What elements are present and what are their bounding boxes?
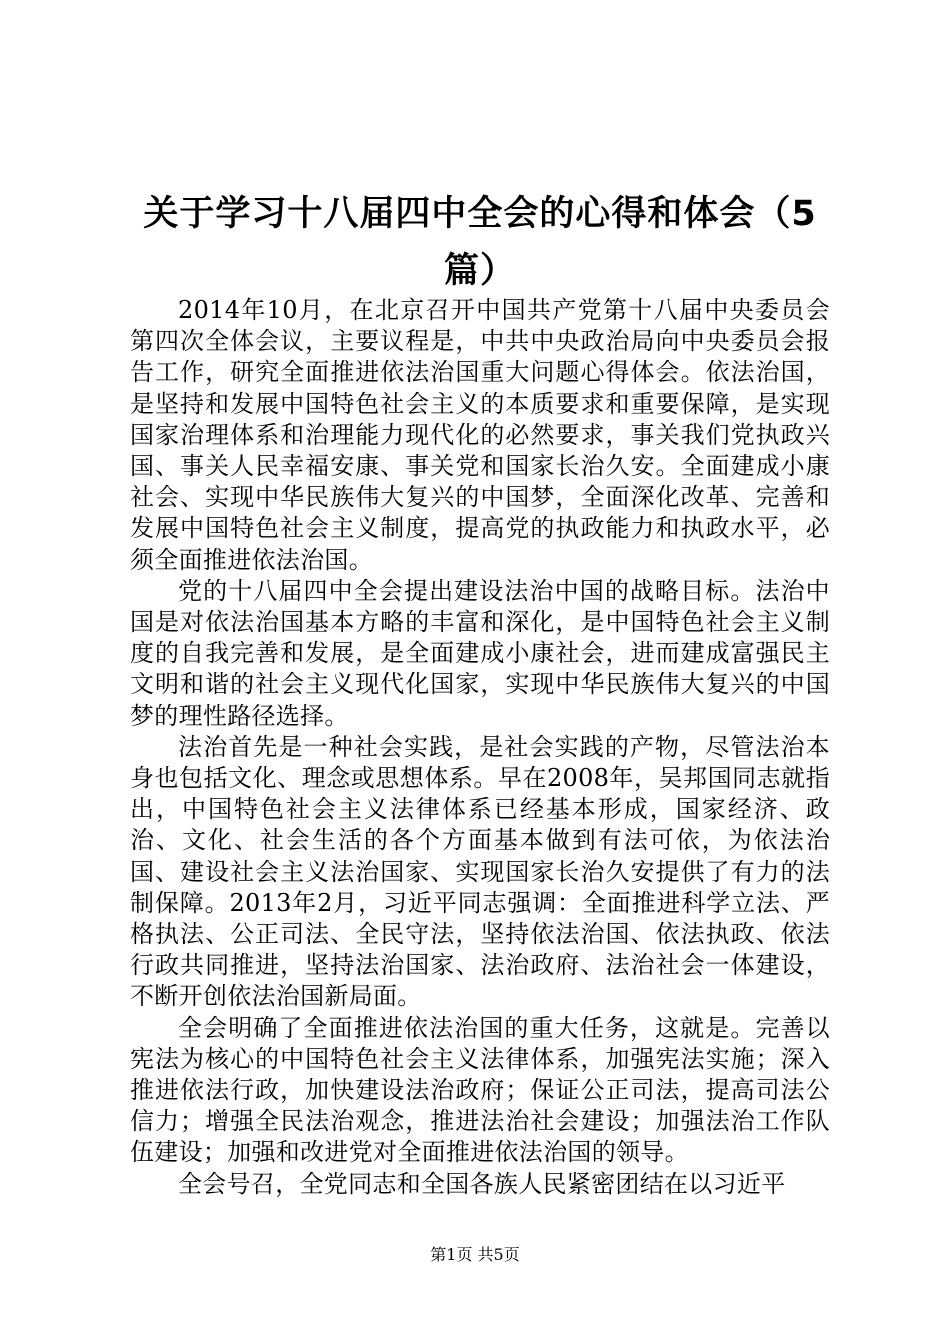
document-title: 关于学习十八届四中全会的心得和体会（5篇） — [143, 194, 817, 291]
paragraph-4: 全会明确了全面推进依法治国的重大任务，这就是。完善以宪法为核心的中国特色社会主义法律体系，加强宪法实施；深入推进依法行政，加快建设法治政府；保证公正司法，提高司法公信力；增强全民法治观念，推进法治社会建设；加强法治工作队伍建设；加强和改进党对全面推进依法治国的领导。 — [130, 1013, 830, 1167]
page-number-footer: 第1页 共5页 — [430, 1245, 520, 1264]
paragraph-3: 法治首先是一种社会实践，是社会实践的产物，尽管法治本身也包括文化、理念或思想体系。早在2008年，吴邦国同志就指出，中国特色社会主义法律体系已经基本形成，国家经济、政治、文化、社会生活的各个方面基本做到有法可依，为依法治国、建设社会主义法治国家、实现国家长治久安提供了有力的法制保障。2013年2月，习近平同志强调：全面推进科学立法、严格执法、公正司法、全民守法，坚持依法治国、依法执政、依法行政共同推进，坚持法治国家、法治政府、法治社会一体建设，不断开创依法治国新局面。 — [130, 732, 830, 1011]
paragraph-2: 党的十八届四中全会提出建设法治中国的战略目标。法治中国是对依法治国基本方略的丰富和深化，是中国特色社会主义制度的自我完善和发展，是全面建成小康社会，进而建成富强民主文明和谐的社会主义现代化国家，实现中华民族伟大复兴的中国梦的理性路径选择。 — [130, 576, 830, 730]
document-body — [130, 295, 830, 1200]
paragraph-5: 全会号召，全党同志和全国各族人民紧密团结在以习近平 — [178, 1169, 786, 1198]
paragraph-1: 2014年10月，在北京召开中国共产党第十八届中央委员会第四次全体会议，主要议程是，中共中央政治局向中央委员会报告工作，研究全面推进依法治国重大问题心得体会。依法治国，是坚持和发展中国特色社会主义的本质要求和重要保障，是实现国家治理体系和治理能力现代化的必然要求，事关我们党执政兴国、事关人民幸福安康、事关党和国家长治久安。全面建成小康社会、实现中华民族伟大复兴的中国梦，全面深化改革、完善和发展中国特色社会主义制度，提高党的执政能力和执政水平，必须全面推进依法治国。 — [130, 296, 830, 574]
